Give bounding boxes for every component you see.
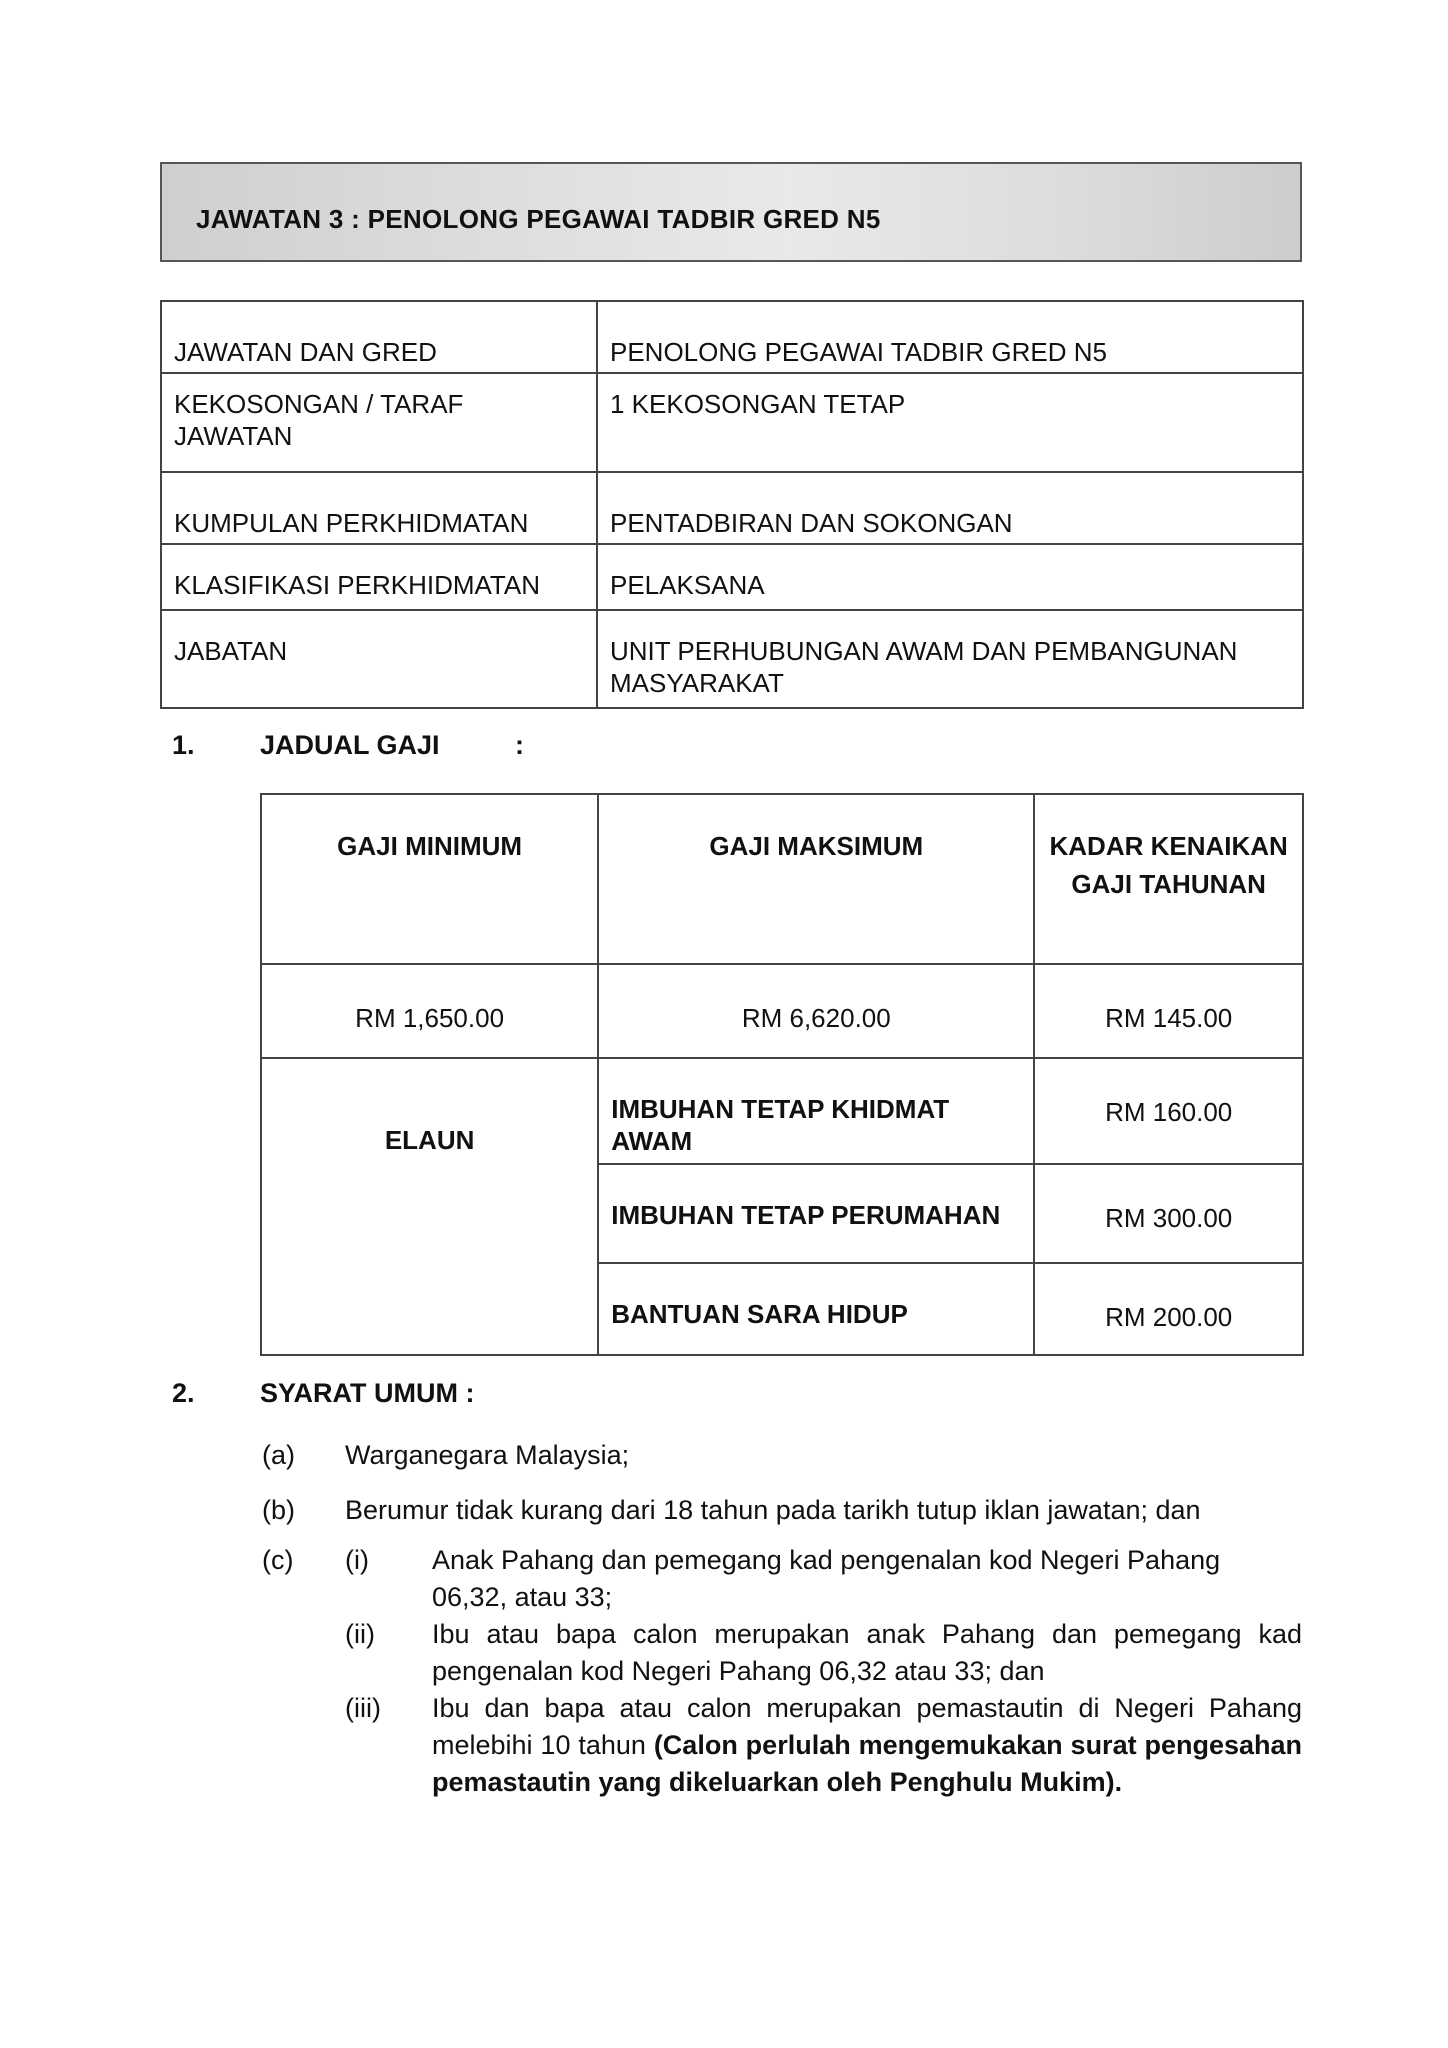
value-gaji-maksimum: RM 6,620.00 (598, 964, 1034, 1058)
info-key: JABATAN (161, 610, 597, 708)
table-row (261, 964, 1303, 1058)
table-row (261, 1058, 1303, 1164)
sublist-label: (ii) (345, 1619, 375, 1649)
sublist-item-note: (Calon perlulah mengemukakan surat pengesahan pemastautin yang dikeluarkan oleh Penghulu Mukim). (432, 1730, 1302, 1797)
info-value: PENTADBIRAN DAN SOKONGAN (597, 472, 1303, 544)
section-number: 2. (172, 1378, 195, 1408)
sublist-item (432, 1690, 1302, 1801)
elaun-name: IMBUHAN TETAP PERUMAHAN (598, 1164, 1034, 1263)
section-colon: : (515, 730, 524, 760)
value-gaji-minimum: RM 1,650.00 (261, 964, 598, 1058)
info-key-text: KEKOSONGAN / TARAF JAWATAN (174, 389, 464, 451)
sublist-label: (i) (345, 1545, 369, 1575)
table-row (161, 472, 1303, 544)
section-number: 1. (172, 730, 195, 760)
elaun-label: ELAUN (261, 1058, 598, 1355)
info-key: KUMPULAN PERKHIDMATAN (161, 472, 597, 544)
section-title: SYARAT UMUM : (260, 1378, 475, 1408)
sublist-item-text: Ibu dan bapa atau calon merupakan pemastautin di Negeri Pahang melebihi 10 tahun (432, 1693, 1302, 1760)
elaun-amount: RM 300.00 (1034, 1164, 1303, 1263)
list-label: (a) (262, 1440, 295, 1470)
elaun-amount: RM 200.00 (1034, 1263, 1303, 1355)
section-title: JADUAL GAJI (260, 730, 440, 760)
info-table (160, 300, 1304, 709)
info-key: JAWATAN DAN GRED (161, 301, 597, 373)
info-value: PENOLONG PEGAWAI TADBIR GRED N5 (597, 301, 1303, 373)
list-item: Berumur tidak kurang dari 18 tahun pada tarikh tutup iklan jawatan; dan (345, 1495, 1201, 1525)
sublist-label: (iii) (345, 1693, 381, 1723)
info-value: PELAKSANA (597, 544, 1303, 610)
table-row (161, 301, 1303, 373)
salary-table (260, 793, 1304, 1356)
sublist-item: Anak Pahang dan pemegang kad pengenalan kod Negeri Pahang 06,32, atau 33; (432, 1545, 1221, 1612)
value-kadar-kenaikan: RM 145.00 (1034, 964, 1303, 1058)
header-gaji-minimum: GAJI MINIMUM (261, 794, 598, 964)
table-row (261, 794, 1303, 964)
page-title: JAWATAN 3 : PENOLONG PEGAWAI TADBIR GRED N5 (196, 204, 881, 234)
title-box (160, 162, 1302, 262)
list-item: Warganegara Malaysia; (345, 1440, 630, 1470)
header-gaji-maksimum: GAJI MAKSIMUM (598, 794, 1034, 964)
list-label: (c) (262, 1545, 294, 1575)
table-row (161, 544, 1303, 610)
info-value: UNIT PERHUBUNGAN AWAM DAN PEMBANGUNAN MASYARAKAT (597, 610, 1303, 708)
elaun-amount: RM 160.00 (1034, 1058, 1303, 1164)
sublist-item: Ibu atau bapa calon merupakan anak Pahang dan pemegang kad pengenalan kod Negeri Pahang 06,32 atau 33; dan (432, 1619, 1302, 1686)
table-row (161, 610, 1303, 708)
info-key: KLASIFIKASI PERKHIDMATAN (161, 544, 597, 610)
elaun-name: BANTUAN SARA HIDUP (598, 1263, 1034, 1355)
elaun-name: IMBUHAN TETAP KHIDMAT AWAM (598, 1058, 1034, 1164)
table-row (161, 373, 1303, 472)
info-key (161, 373, 597, 472)
header-kadar-kenaikan: KADAR KENAIKAN GAJI TAHUNAN (1034, 794, 1303, 964)
info-value: 1 KEKOSONGAN TETAP (597, 373, 1303, 472)
list-label: (b) (262, 1495, 295, 1525)
